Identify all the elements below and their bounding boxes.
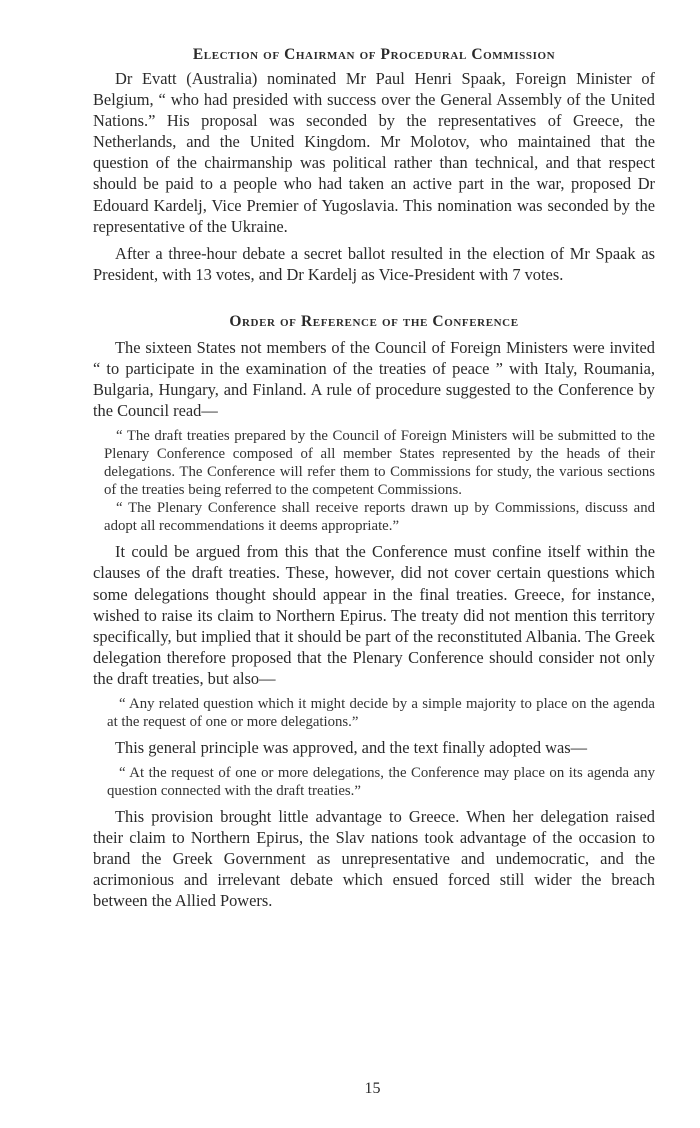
section-heading: Order of Reference of the Conference bbox=[229, 312, 519, 330]
paragraph: Dr Evatt (Australia) nominated Mr Paul Henri Spaak, Foreign Minister of Belgium, “ who had presided with success over the General Assembly of the United Nations.” His proposal was seconded by the representatives of Greece, the Netherlands, and the United Kingdom. Mr Molotov, who maintained that the question of the chairmanship was political rather than technical, and that respect should be paid to a people who had taken an active part in the war, proposed Dr Edouard Kardelj, Vice Premier of Yugoslavia. This nomination was seconded by the representative of the Ukraine. bbox=[93, 69, 655, 236]
paragraph: It could be argued from this that the Conference must confine itself within the clauses of the draft treaties. These, however, did not cover certain questions which some delegations thought should appear in the final treaties. Greece, for instance, wished to raise its claim to Northern Epirus. The treaty did not mention this territory specifically, but implied that it should be part of the reconstituted Albania. The Greek delegation therefore proposed that the Plenary Conference should consider not only the draft treaties, but also— bbox=[93, 542, 655, 688]
paragraph: This general principle was approved, and the text finally adopted was— bbox=[115, 737, 587, 757]
quote-paragraph: “ At the request of one or more delegations, the Conference may place on its agenda any question connected with the draft treaties.” bbox=[107, 765, 655, 800]
quote-paragraph: “ The draft treaties prepared by the Council of Foreign Ministers will be submitted to the Plenary Conference composed of all member States represented by the heads of their delegations. The Conference will refer them to Commissions for study, the various sections of the treaties being referred to the competent Commissions. bbox=[104, 428, 655, 499]
section-heading: Election of Chairman of Procedural Commission bbox=[192, 46, 556, 63]
quote-paragraph: “ Any related question which it might decide by a simple majority to place on the agenda at the request of one or more delegations.” bbox=[107, 695, 655, 730]
page-number: 15 bbox=[364, 1080, 381, 1097]
quote-paragraph: “ The Plenary Conference shall receive reports drawn up by Commissions, discuss and adopt all recommendations it deems appropriate.” bbox=[104, 500, 655, 535]
paragraph: The sixteen States not members of the Council of Foreign Ministers were invited “ to participate in the examination of the treaties of peace ” with Italy, Roumania, Bulgaria, Hungary, and Finland. A rule of procedure suggested to the Conference by the Council read— bbox=[93, 337, 655, 421]
block-quote bbox=[107, 764, 655, 800]
block-quote bbox=[104, 427, 655, 535]
paragraph: This provision brought little advantage to Greece. When her delegation raised their claim to Northern Epirus, the Slav nations took advantage of the occasion to brand the Greek Government as unrepresentative and undemocratic, and the acrimonious and irrelevant debate which ensued forced still wider the breach between the Allied Powers. bbox=[93, 807, 655, 911]
paragraph: After a three-hour debate a secret ballot resulted in the election of Mr Spaak as President, with 13 votes, and Dr Kardelj as Vice-President with 7 votes. bbox=[93, 243, 655, 284]
block-quote bbox=[107, 695, 655, 731]
